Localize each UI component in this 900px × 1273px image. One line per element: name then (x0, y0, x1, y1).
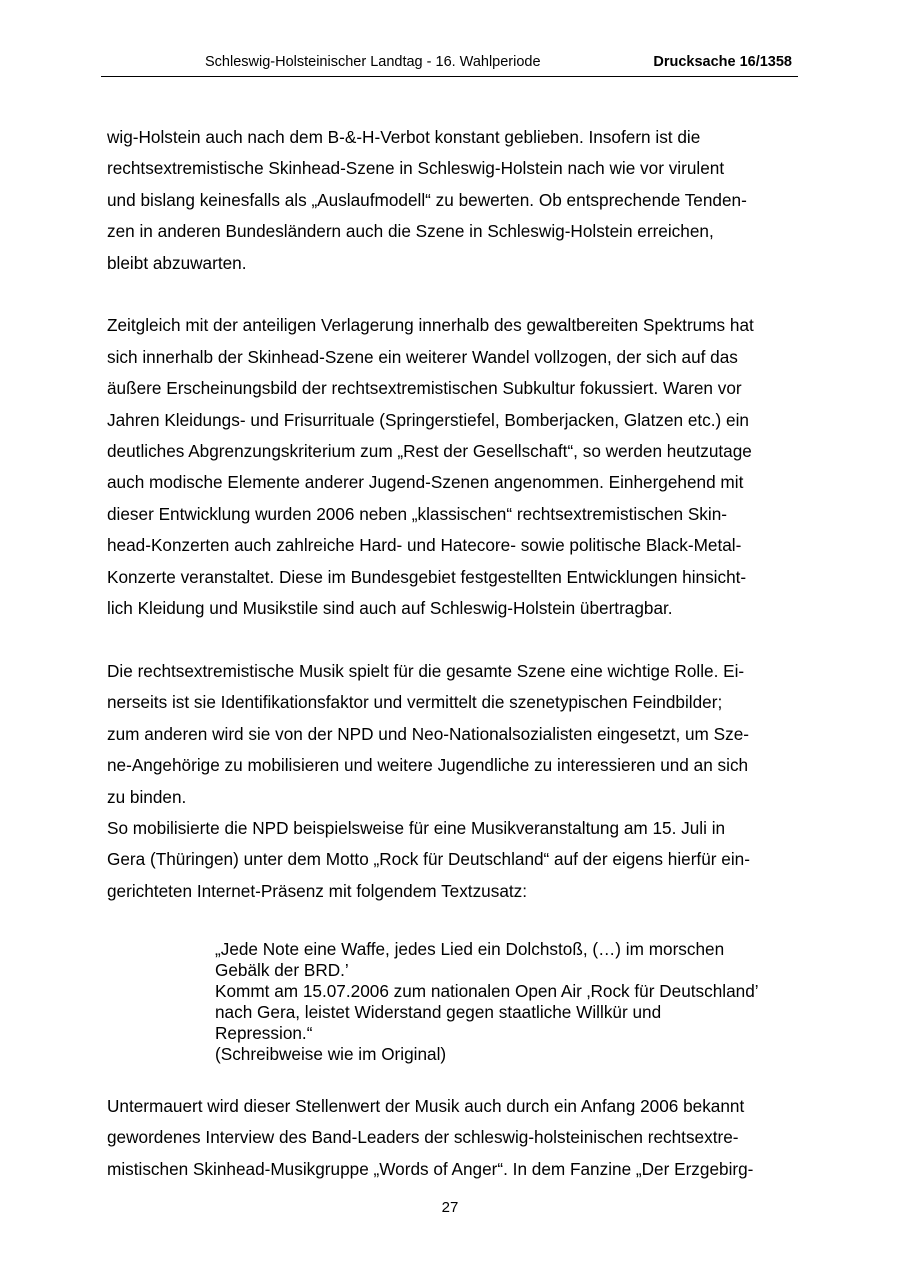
quote-note: (Schreibweise wie im Original) (215, 1044, 447, 1064)
page-header (101, 50, 798, 77)
text-line: Zeitgleich mit der anteiligen Verlagerung innerhalb des gewaltbereiten Spektrums hat (107, 315, 754, 336)
text-line: rechtsextremistische Skinhead-Szene in Schleswig-Holstein nach wie vor virulent (107, 158, 725, 179)
main-text (107, 122, 797, 907)
text-line: Konzerte veranstaltet. Diese im Bundesgebiet festgestellten Entwicklungen hinsicht- (107, 566, 747, 587)
header-title: Schleswig-Holsteinischer Landtag - 16. Wahlperiode (205, 54, 541, 70)
text-line: und bislang keinesfalls als „Auslaufmodell“ zu bewerten. Ob entsprechende Tenden- (107, 189, 747, 210)
document-number: Drucksache 16/1358 (653, 54, 792, 70)
quote-line: Repression.“ (215, 1023, 313, 1043)
paragraph-2 (107, 310, 797, 624)
text-line: lich Kleidung und Musikstile sind auch auf Schleswig-Holstein übertragbar. (107, 598, 673, 619)
text-line: So mobilisierte die NPD beispielsweise für eine Musikveranstaltung am 15. Juli in (107, 817, 726, 838)
block-quote (215, 939, 795, 1065)
text-line: zum anderen wird sie von der NPD und Neo-Nationalsozialisten eingesetzt, um Sze- (107, 723, 749, 744)
paragraph-4 (107, 813, 797, 907)
paragraph-3 (107, 656, 797, 813)
text-line: sich innerhalb der Skinhead-Szene ein weiterer Wandel vollzogen, der sich auf das (107, 346, 738, 367)
quote-line: Gebälk der BRD.’ (215, 960, 349, 980)
text-line: mistischen Skinhead-Musikgruppe „Words of Anger“. In dem Fanzine „Der Erzgebirg- (107, 1158, 754, 1179)
text-line: dieser Entwicklung wurden 2006 neben „klassischen“ rechtsextremistischen Skin- (107, 503, 728, 524)
text-line: bleibt abzuwarten. (107, 252, 247, 273)
page-number: 27 (441, 1199, 459, 1216)
text-line: nerseits ist sie Identifikationsfaktor und vermittelt die szenetypischen Feindbilder; (107, 692, 723, 713)
text-line: äußere Erscheinungsbild der rechtsextremistischen Subkultur fokussiert. Waren vor (107, 378, 742, 399)
text-line: Jahren Kleidungs- und Frisurrituale (Springerstiefel, Bomberjacken, Glatzen etc.) ein (107, 409, 749, 430)
text-line: ne-Angehörige zu mobilisieren und weitere Jugendliche zu interessieren und an sich (107, 755, 749, 776)
text-line: head-Konzerten auch zahlreiche Hard- und Hatecore- sowie politische Black-Metal- (107, 535, 742, 556)
text-line: wig-Holstein auch nach dem B-&-H-Verbot konstant geblieben. Insofern ist die (107, 127, 701, 147)
text-line: auch modische Elemente anderer Jugend-Szenen angenommen. Einhergehend mit (107, 472, 744, 493)
quote-line: nach Gera, leistet Widerstand gegen staatliche Willkür und (215, 1002, 662, 1022)
text-line: Untermauert wird dieser Stellenwert der Musik auch durch ein Anfang 2006 bekannt (107, 1096, 745, 1116)
text-line: gerichteten Internet-Präsenz mit folgendem Textzusatz: (107, 880, 528, 901)
closing-paragraph (107, 1091, 797, 1185)
text-line: zen in anderen Bundesländern auch die Szene in Schleswig-Holstein erreichen, (107, 221, 714, 242)
text-line: gewordenes Interview des Band-Leaders der schleswig-holsteinischen rechtsextre- (107, 1127, 739, 1148)
quote-line: Kommt am 15.07.2006 zum nationalen Open Air ‚Rock für Deutschland’ (215, 981, 759, 1001)
quote-line: „Jede Note eine Waffe, jedes Lied ein Dolchstoß, (…) im morschen (215, 939, 725, 959)
text-line: zu binden. (107, 786, 187, 807)
text-line: deutliches Abgrenzungskriterium zum „Rest der Gesellschaft“, so werden heutzutage (107, 441, 752, 462)
text-line: Die rechtsextremistische Musik spielt für die gesamte Szene eine wichtige Rolle. Ei- (107, 660, 745, 681)
text-line: Gera (Thüringen) unter dem Motto „Rock für Deutschland“ auf der eigens hierfür ein- (107, 849, 750, 870)
paragraph-1 (107, 122, 797, 279)
